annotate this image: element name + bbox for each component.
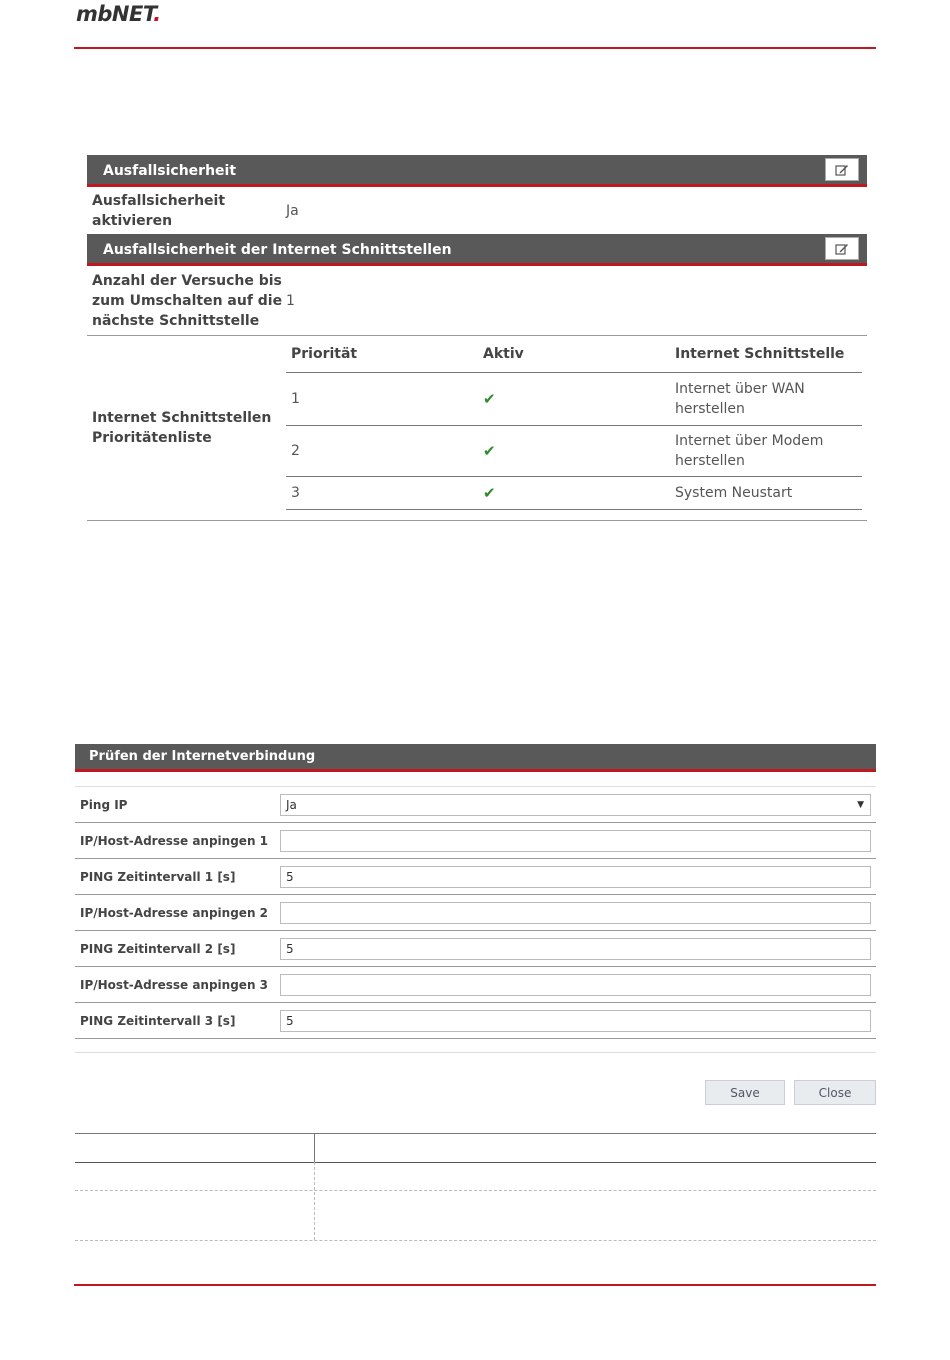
row-active: [478, 484, 670, 502]
header-rule: [74, 47, 876, 49]
check-icon: ✔: [483, 442, 496, 460]
interval-1-label: PING Zeitintervall 1 [s]: [80, 869, 236, 884]
failover-activate-value: Ja: [286, 202, 299, 219]
failover-activate-label: Ausfallsicherheit aktivieren: [92, 192, 226, 229]
form-buttons: [705, 1080, 876, 1105]
col-priority: Priorität: [291, 346, 358, 362]
ping-ip-label: Ping IP: [80, 797, 128, 812]
table-rule: [75, 1240, 876, 1241]
table-rule: [75, 1162, 876, 1163]
dropdown-arrow-icon: ▼: [857, 799, 864, 810]
host-1-input[interactable]: [280, 830, 871, 852]
failover-header: [87, 155, 867, 187]
footer-rule: [74, 1284, 876, 1286]
priority-list-row: [87, 336, 867, 521]
interval-3-input[interactable]: 5: [280, 1010, 871, 1032]
host-2-input[interactable]: [280, 902, 871, 924]
interfaces-title: Ausfallsicherheit der Internet Schnittstellen: [103, 242, 452, 258]
col-active: Aktiv: [483, 346, 524, 362]
row-interface: Internet über WAN herstellen: [675, 381, 805, 417]
save-button[interactable]: Save: [705, 1080, 785, 1105]
table-rule: [75, 1133, 876, 1134]
failover-activate-row: [87, 187, 867, 234]
table-rule: [75, 1190, 876, 1191]
table-column-rule: [314, 1133, 315, 1162]
connection-check-header: [75, 744, 876, 772]
host-1-label: IP/Host-Adresse anpingen 1: [80, 833, 269, 848]
host-3-input[interactable]: [280, 974, 871, 996]
interval-1-input[interactable]: 5: [280, 866, 871, 888]
attempts-value: 1: [286, 292, 295, 309]
failover-edit-button[interactable]: [825, 158, 859, 181]
row-priority: 1: [291, 391, 300, 407]
row-active: [478, 442, 670, 460]
failover-title: Ausfallsicherheit: [103, 163, 237, 179]
form-row: [75, 787, 876, 823]
form-row: [75, 1003, 876, 1039]
connection-check-panel: [75, 744, 876, 1100]
form-row: [75, 895, 876, 931]
attempts-row: [87, 266, 867, 336]
failover-panel: [87, 155, 867, 521]
logo: [76, 2, 161, 26]
edit-icon: [835, 164, 849, 176]
host-2-label: IP/Host-Adresse anpingen 2: [80, 905, 269, 920]
table-row: [286, 477, 862, 510]
check-icon: ✔: [483, 484, 496, 502]
table-row: [286, 426, 862, 477]
edit-icon: [835, 243, 849, 255]
check-icon: ✔: [483, 390, 496, 408]
interval-3-label: PING Zeitintervall 3 [s]: [80, 1013, 236, 1028]
table-row: [286, 373, 862, 426]
row-priority: 2: [291, 443, 300, 459]
priority-table: [286, 336, 862, 520]
col-interface: Internet Schnittstelle: [675, 346, 845, 362]
table-column-rule: [314, 1162, 315, 1240]
form-row: [75, 823, 876, 859]
row-interface: Internet über Modem herstellen: [675, 433, 824, 469]
form-divider: [75, 1039, 876, 1053]
ping-ip-select[interactable]: [280, 794, 871, 816]
form-row: [75, 967, 876, 1003]
row-priority: 3: [291, 485, 300, 501]
attempts-label: Anzahl der Versuche bis zum Umschalten auf die nächste Schnittstelle: [92, 272, 283, 329]
logo-dot: .: [153, 2, 161, 26]
priority-list-label: Internet Schnittstellen Prioritätenliste: [92, 410, 272, 446]
interfaces-header: [87, 234, 867, 266]
form-row: [75, 859, 876, 895]
interval-2-input[interactable]: 5: [280, 938, 871, 960]
interfaces-edit-button[interactable]: [825, 237, 859, 260]
priority-table-header: [286, 336, 862, 373]
logo-text: mbNET: [76, 2, 154, 26]
connection-check-title: Prüfen der Internetverbindung: [89, 749, 316, 764]
row-active: [478, 390, 670, 408]
row-interface: System Neustart: [675, 485, 793, 501]
interval-2-label: PING Zeitintervall 2 [s]: [80, 941, 236, 956]
form-row: [75, 931, 876, 967]
close-button[interactable]: Close: [794, 1080, 876, 1105]
ping-ip-value: Ja: [286, 797, 297, 812]
host-3-label: IP/Host-Adresse anpingen 3: [80, 977, 269, 992]
connection-check-form: [75, 786, 876, 1053]
